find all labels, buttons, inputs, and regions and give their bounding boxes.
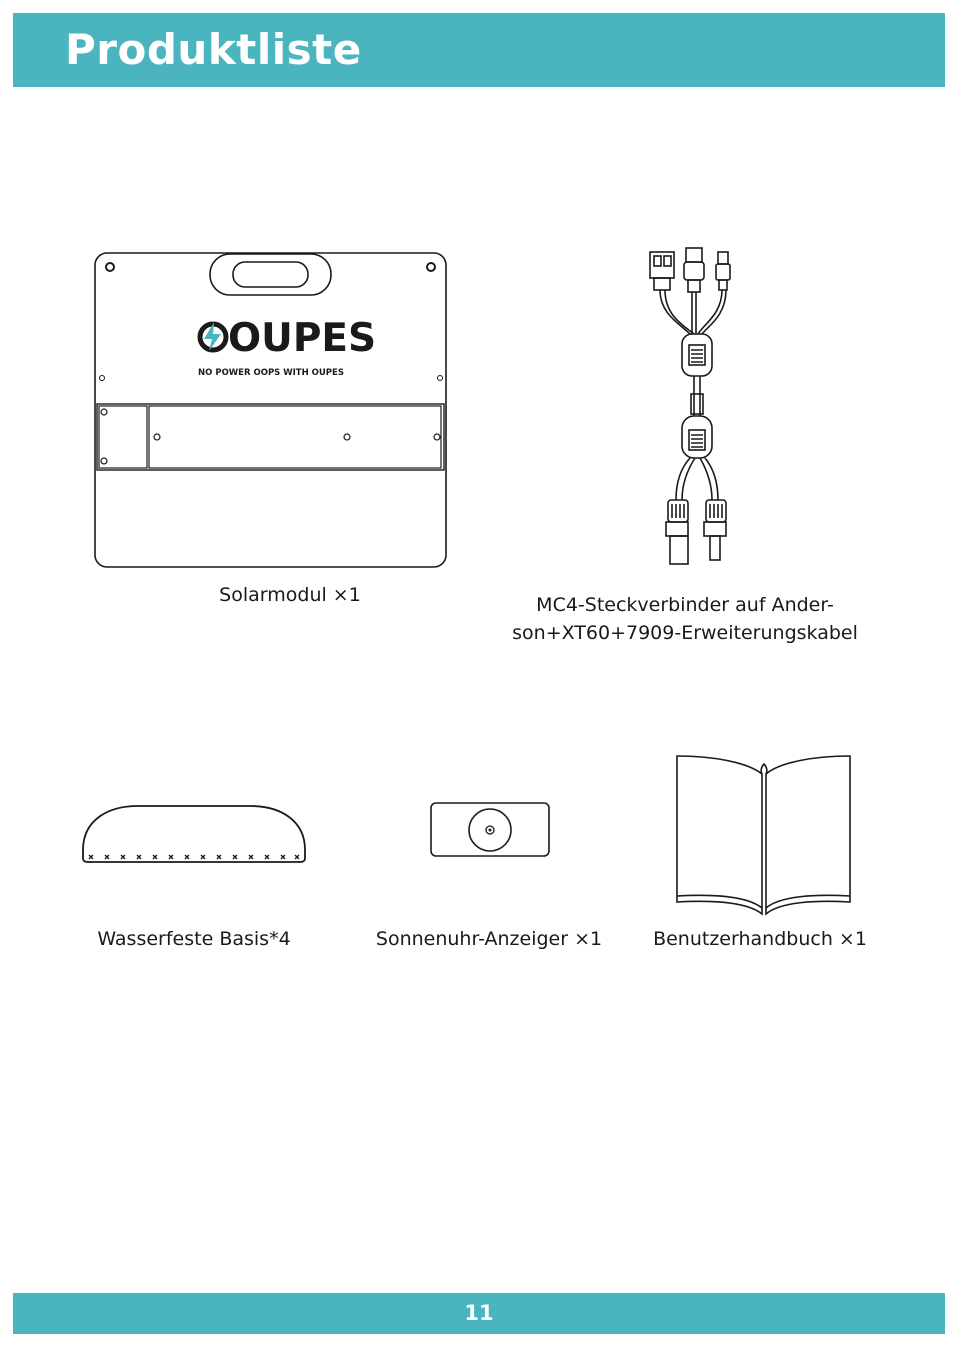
- oupes-brand-text: OUPES: [228, 316, 377, 361]
- sundial-indicator-caption: Sonnenuhr-Anzeiger ×1: [375, 928, 603, 950]
- user-manual-illustration: [672, 750, 858, 920]
- waterproof-base-caption: Wasserfeste Basis*4: [97, 928, 291, 950]
- oupes-slogan: NO POWER OOPS WITH OUPES: [198, 368, 344, 378]
- header-bar: [13, 13, 945, 87]
- page-title: Produktliste: [65, 25, 362, 74]
- solar-panel-illustration: [90, 248, 452, 572]
- footer-bar: [13, 1293, 945, 1334]
- extension-cable-caption-line2: son+XT60+7909-Erweiterungskabel: [512, 622, 858, 644]
- sundial-indicator-illustration: [426, 798, 556, 860]
- user-manual-caption: Benutzerhandbuch ×1: [653, 928, 867, 950]
- extension-cable-caption: [480, 591, 890, 647]
- page-number: 11: [464, 1301, 494, 1325]
- oupes-logo-icon: [200, 322, 226, 351]
- extension-cable-caption-line1: MC4-Steckverbinder auf Ander-: [536, 594, 834, 616]
- solar-panel-caption: Solarmodul ×1: [219, 584, 361, 606]
- waterproof-base-illustration: [78, 800, 310, 868]
- extension-cable-illustration: [640, 244, 740, 568]
